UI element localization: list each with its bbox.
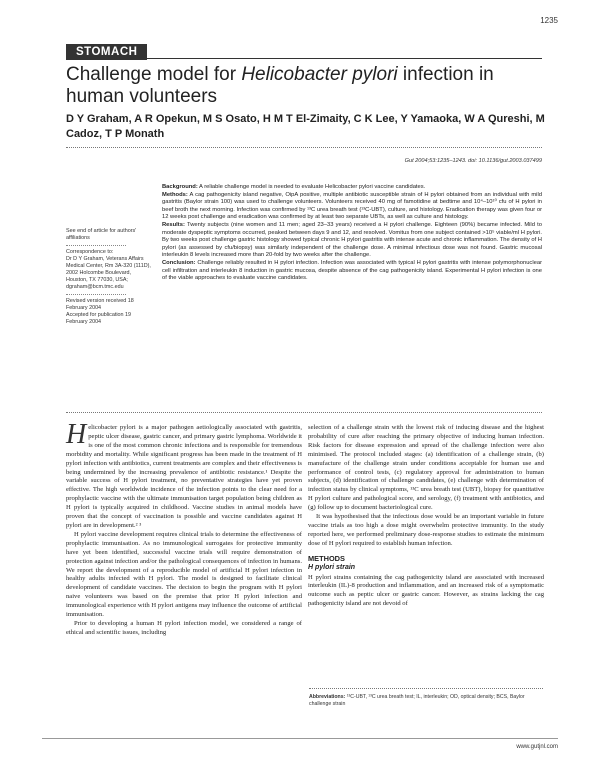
abstract-conclusion: Conclusion: Challenge reliably resulted in H pylori infection. Infection was associated with typical H pylori gastritis with intense polymorphonuclear cell infiltration and interleukin 8 induction in gastric mucosa, despite absence of the cag pathogenicity island. Experimental H pylori infection is one of the viable approaches to evaluate vaccine candidates. <box>162 259 542 282</box>
abbreviations-text: ¹³C-UBT, ¹³C urea breath test; IL, interleukin; OD, optical density; BCS, Baylor challenge strain <box>309 694 525 707</box>
body-column-left <box>66 419 302 638</box>
sidebar <box>66 228 154 326</box>
correspondence-label: Correspondence to: <box>66 249 114 255</box>
body-paragraph: Prior to developing a human H pylori infection model, we considered a range of ethical and scientific issues, including <box>66 619 302 636</box>
intro-paragraph: Helicobacter pylori is a major pathogen aetiologically associated with gastritis, peptic ulcer disease, gastric cancer, and primary gastric lymphoma. Worldwide it is one of the most common chronic infections and is responsible for tremendous morbidity and mortality. While significant progress has been made in the treatment of H pylori infection with antibiotics, current treatments are complex and their effectiveness is being undermined by the increasing prevalence of antibiotic resistance.¹ Despite the variable success of H pylori treatment, no preventative strategies have yet proven effective. The high worldwide incidence of the infection points to the clear need for a prophylactic vaccine with the ultimate immunisation target population being children as H pylori is typically acquired in childhood. Vaccine studies in animal models have proven that the concept of vaccination is possible and vaccine candidates against H pylori are in development.² ³ <box>66 419 302 529</box>
revised-date: Revised version received 18 February 2004 <box>66 298 134 311</box>
abstract <box>162 184 542 283</box>
divider <box>66 147 542 148</box>
citation: Gut 2004;53:1235–1243. doi: 10.1136/gut.2003.037499 <box>404 158 542 164</box>
abbreviations <box>309 694 543 708</box>
abbreviations-label: Abbreviations: <box>309 694 346 700</box>
methods-heading: METHODS <box>308 553 345 563</box>
body-paragraph: H pylori strains containing the cag pathogenicity island are associated with increased interleukin (IL)-8 production and inflammation, and an increased risk of a symptomatic outcome such as peptic ulcer or gastric cancer. However, as strains lacking the cag pathogenicity island are not devoid of <box>308 573 544 608</box>
divider <box>309 688 543 689</box>
author-list: D Y Graham, A R Opekun, M S Osato, H M T El-Zimaity, C K Lee, Y Yamaoka, W A Qureshi, M Cadoz, T P Monath <box>66 113 545 140</box>
title-part-1: Challenge model for <box>66 64 242 85</box>
section-rule <box>66 58 542 59</box>
divider <box>66 412 542 413</box>
drop-cap: H <box>66 419 87 450</box>
abstract-methods: Methods: A cag pathogenicity island negative, OipA positive, multiple antibiotic susceptible strain of H pylori obtained from an individual with mild gastritis (Baylor strain 100) was used to challenge volunteers. Volunteers received 40 mg of famotidine at bedtime and 10⁴–10¹⁰ cfu of H pylori in beef broth the next morning. Infection was confirmed by ¹³C urea breath test (¹³C-UBT), culture, and histology. Eradication therapy was given four or 12 weeks post challenge and eradication was confirmed by at least two separate UBTs, as well as culture and histology. <box>162 191 542 221</box>
body-paragraph: It was hypothesised that the infectious dose would be an important variable in future vaccine trials as too high a dose might overwhelm protective immunity. In the study reported here, we performed preliminary dose-response studies to estimate the minimum dose of H pylori required to establish human infection. <box>308 513 544 547</box>
abstract-results: Results: Twenty subjects (nine women and 11 men; aged 23–33 years) received a H pylori challenge. Eighteen (90%) became infected. Mild to moderate dyspeptic symptoms occurred, peaked between days 9 and 12, and resolved. Vomitus from one subject contained >10⁵ viable/ml H pylori. By two weeks post challenge gastric histology showed typical chronic H pylori gastritis with intense acute and chronic inflammation. The density of H pylori (as assessed by cfu/biopsy) was similarly independent of the challenge dose. A minimal infectious dose was not found. Gastric mucosal interleukin 8 levels increased more than 20-fold by two weeks after the challenge. <box>162 221 542 259</box>
page-number: 1235 <box>540 16 558 25</box>
footer-url: www.gutjnl.com <box>516 744 558 750</box>
sidebar-divider <box>66 294 126 295</box>
title-part-2: infection in human volunteers <box>66 64 494 107</box>
body-column-right <box>308 424 544 609</box>
body-paragraph: selection of a challenge strain with the lowest risk of inducing disease and the highest probability of cure after reaching the primary objective of inducing human infection. Risk factors for disease expression and spread of the challenge infection were also minimised. The protocol included stages: (a) identification of a challenge strain, (b) manufacture of the challenge strain under conditions acceptable for human use and performance of control tests, (c) regulatory approval for administration to human subjects, (d) identification of challenge candidates, (e) challenge with determination of infection status by clinical symptoms, ¹³C urea breath test (UBT), biopsy for quantitative H pylori culture and pathological score, and serology, (f) treatment with antibiotics, and (g) follow up to document bacteriological cure. <box>308 424 544 512</box>
abstract-background: Background: A reliable challenge model is needed to evaluate Helicobacter pylori vaccine candidates. <box>162 184 426 190</box>
methods-subheading: H pylori strain <box>308 563 356 571</box>
sidebar-divider <box>66 245 126 246</box>
affiliations-note: See end of article for authors' affiliations <box>66 228 137 241</box>
footer-rule <box>42 738 558 739</box>
article-title <box>66 64 546 108</box>
correspondence-address: Dr D Y Graham, Veterans Affairs Medical Center, Rm 3A-320 (111D), 2002 Holcombe Boulevard, Houston, TX 77030, USA; dgraham@bcm.tmc.edu <box>66 256 151 290</box>
accepted-date: Accepted for publication 19 February 2004 <box>66 312 132 325</box>
body-paragraph: H pylori vaccine development requires clinical trials to determine the effectiveness of prophylactic immunisation. As no immunological surrogates for protective immunity have yet been identified, successful vaccine trials will require demonstration of protection against infection and/or the pathological consequences of infection in humans. We report the development of a reproducible model of artificial H pylori infection in healthy adults infected with H pylori. The model is designed to facilitate clinical development of candidate vaccines. The decision to begin the program with H pylori naive volunteers was based on the premise that prior H pylori infection and immunological experience with H pylori antigens may influence the outcome of artificial immunisation. <box>66 530 302 619</box>
title-italic: Helicobacter pylori <box>241 64 398 85</box>
section-tag: STOMACH <box>66 44 147 60</box>
